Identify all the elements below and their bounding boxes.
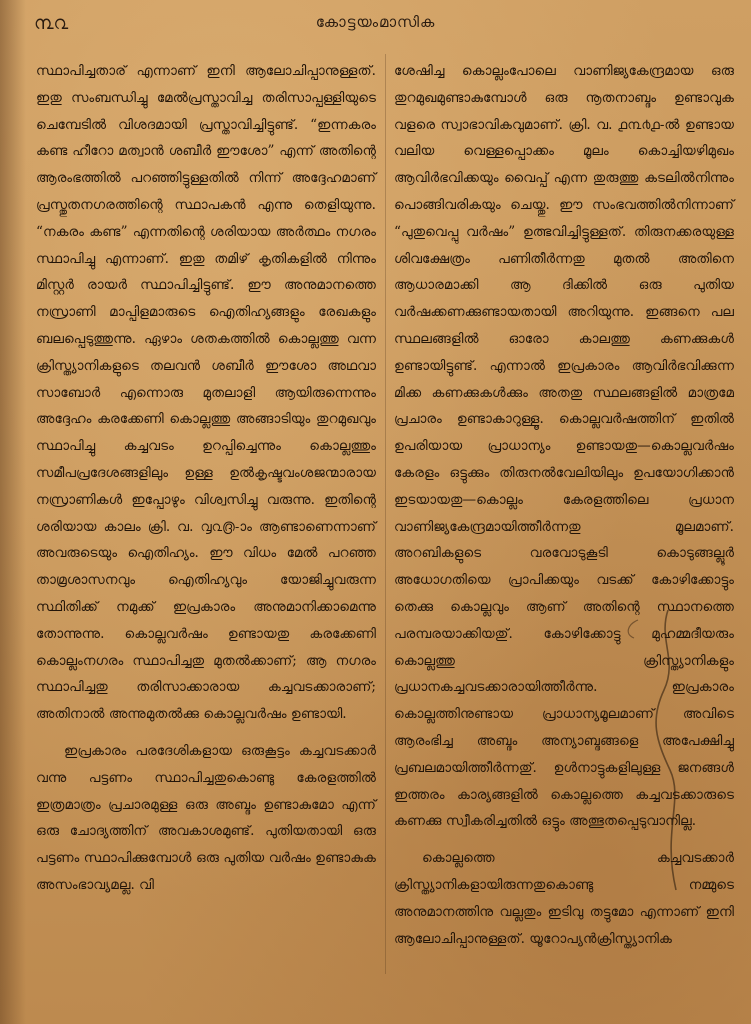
page-number: ൩൨: [34, 12, 69, 34]
running-head: കോട്ടയംമാസിക: [315, 13, 436, 31]
page-header: [0, 0, 751, 44]
paragraph: ഇപ്രകാരം പരദേശികളായ ഒരുകൂട്ടം കച്ചവടക്കാർ വന്നു പട്ടണം സ്ഥാപിച്ചതുകൊണ്ടു കേരളത്തിൽ ഇത്രമാത്രം പ്രചാരമുള്ള ഒരു അബ്ദം ഉണ്ടാകുമോ എന്ന് ഒരു ചോദ്യത്തിന് അവകാശമുണ്ട്. പുതിയതായി ഒരു പട്ടണം സ്ഥാപിക്കുമ്പോൾ ഒരു പുതിയ വർഷം ഉണ്ടാകുക അസംഭാവ്യമല്ല. വി: [36, 742, 376, 893]
left-column: [36, 58, 376, 899]
paragraph: കൊല്ലത്തെ കച്ചവടക്കാർ ക്രിസ്ത്യാനികളായിരുന്നതുകൊണ്ടു നമ്മുടെ അനുമാനത്തിനു വല്ലതും ഇടിവു തട്ടുമോ എന്നാണ് ഇനി ആലോചിപ്പാനുള്ളത്. യൂറോപ്യൻക്രിസ്ത്യാനിക: [394, 850, 734, 947]
paragraph: ശേഷിച്ച കൊല്ലംപോലെ വാണിജ്യകേന്ദ്രമായ ഒരു തുറമുഖമുണ്ടാകുമ്പോൾ ഒരു നൂതനാബ്ദം ഉണ്ടാവുക വളരെ സ്വാഭാവികവുമാണ്. ക്രി. വ. ൧൩൪൧-ൽ ഉണ്ടായ വലിയ വെള്ളപ്പൊക്കം മൂലം കൊച്ചിയഴിമുഖം ആവിർഭവിക്കയും വൈപ്പ് എന്ന തുരുത്തു കടലിൽനിന്നും പൊങ്ങിവരികയും ചെയ്തു. ഈ സംഭവത്തിൽനിന്നാണ് “പുതുവെപ്പു വർഷം” ഉത്ഭവിച്ചിട്ടുള്ളത്. തിരുനക്കരയുള്ള ശിവക്ഷേത്രം പണിതീർന്നതു മുതൽ അതിനെ ആധാരമാക്കി ആ ദിക്കിൽ ഒരു പുതിയ വർഷക്കണക്കുണ്ടായതായി അറിയുന്നു. ഇങ്ങനെ പല സ്ഥലങ്ങളിൽ ഓരോ കാലത്തു കണക്കുകൾ ഉണ്ടായിട്ടുണ്ട്. എന്നാൽ ഇപ്രകാരം ആവിർഭവിക്കുന്ന മിക്ക കണക്കുകൾക്കും അതതു സ്ഥലങ്ങളിൽ മാത്രമേ പ്രചാരം ഉണ്ടാകാറുള്ളൂ. കൊല്ലവർഷത്തിന് ഇതിൽ ഉപരിയായ പ്രാധാന്യം ഉണ്ടായതു—കൊല്ലവർഷം കേരളം ഒട്ടുക്കും തിരുനൽവേലിയിലും ഉപയോഗിക്കാൻ ഇടയായതു—കൊല്ലം കേരളത്തിലെ പ്രധാന വാണിജ്യകേന്ദ്രമായിത്തീർന്നതു മൂലമാണ്. അറബികളുടെ വരവോടുകൂടി കൊടുങ്ങല്ലൂർ അധോഗതിയെ പ്രാപിക്കയും വടക്ക് കോഴിക്കോട്ടും തെക്കു കൊല്ലവും ആണ് അതിന്റെ സ്ഥാനത്തെ പരമ്പരയാക്കിയതു്. കോഴിക്കോട്ടു മുഹമ്മദീയരും കൊല്ലത്തു ക്രിസ്ത്യാനികളും പ്രധാനകച്ചവടക്കാരായിത്തീർന്നു. ഇപ്രകാരം കൊല്ലത്തിനുണ്ടായ പ്രാധാന്യമൂലമാണ് അവിടെ ആരംഭിച്ച അബ്ദം അന്യാബ്ദങ്ങളെ അപേക്ഷിച്ചു പ്രബലമായിത്തീർന്നതു്. ഉൾനാട്ടുകളിലുള്ള ജനങ്ങൾ ഇത്തരം കാര്യങ്ങളിൽ കൊല്ലത്തെ കച്ചവടക്കാരുടെ കണക്കു സ്വീകരിച്ചതിൽ ഒട്ടും അത്ഭുതപ്പെടുവാനില്ല.: [394, 63, 734, 830]
column-divider: [385, 54, 386, 974]
right-column: [394, 58, 734, 952]
paragraph: സ്ഥാപിച്ചതാര് എന്നാണ് ഇനി ആലോചിപ്പാനുള്ളത്. ഇതു സംബന്ധിച്ചു മേൽപ്രസ്താവിച്ച തരിസാപ്പള്ളിയുടെ ചെമ്പേടിൽ വിശദമായി പ്രസ്താവിച്ചിട്ടുണ്ട്. “ഇന്നകരം കണ്ട ഹീറോ മത്വാൻ ശബീർ ഈശോ” എന്ന് അതിന്റെ ആരംഭത്തിൽ പറഞ്ഞിട്ടുള്ളതിൽ നിന്ന് അദ്ദേഹമാണ് പ്രസ്തുതനഗരത്തിന്റെ സ്ഥാപകൻ എന്നു തെളിയുന്നു. “നകരം കണ്ട” എന്നതിന്റെ ശരിയായ അർത്ഥം നഗരം സ്ഥാപിച്ചു എന്നാണ്. ഇതു തമിഴ് കൃതികളിൽ നിന്നും മിസ്റ്റർ രായർ സ്ഥാപിച്ചിട്ടുണ്ട്. ഈ അനുമാനത്തെ നസ്രാണി മാപ്പിളമാരുടെ ഐതിഹ്യങ്ങളും രേഖകളും ബലപ്പെടുത്തുന്നു. ഏഴാം ശതകത്തിൽ കൊല്ലത്തു വന്ന ക്രിസ്ത്യാനികളുടെ തലവൻ ശബീർ ഈശോ അഥവാ സാബോർ എന്നൊരു മുതലാളി ആയിരുന്നെന്നും അദ്ദേഹം കരക്കേണി കൊല്ലത്തു അങ്ങാടിയും തുറമുഖവും സ്ഥാപിച്ചു കച്ചവടം ഉറപ്പിച്ചെന്നും കൊല്ലത്തും സമീപപ്രദേശങ്ങളിലും ഉള്ള ഉൽകൃഷ്ടവംശജന്മാരായ നസ്രാണികൾ ഇപ്പോഴും വിശ്വസിച്ചു വരുന്നു. ഇതിന്റെ ശരിയായ കാലം ക്രി. വ. ൮൨൫-ാം ആണ്ടാണെന്നാണ് അവരുടെയും ഐതിഹ്യം. ഈ വിധം മേൽ പറഞ്ഞ താമ്രശാസനവും ഐതിഹ്യവും യോജിച്ചുവരുന്ന സ്ഥിതിക്ക് നമുക്ക് ഇപ്രകാരം അനുമാനിക്കാമെന്നു തോന്നുന്നു. കൊല്ലവർഷം ഉണ്ടായതു കരക്കേണി കൊല്ലംനഗരം സ്ഥാപിച്ചതു മുതൽക്കാണ്; ആ നഗരം സ്ഥാപിച്ചതു തരിസാക്കാരായ കച്ചവടക്കാരാണ്; അതിനാൽ അന്നുമുതൽക്കു കൊല്ലവർഷം ഉണ്ടായി.: [36, 63, 376, 723]
page-fold-shadow: [0, 0, 26, 1024]
